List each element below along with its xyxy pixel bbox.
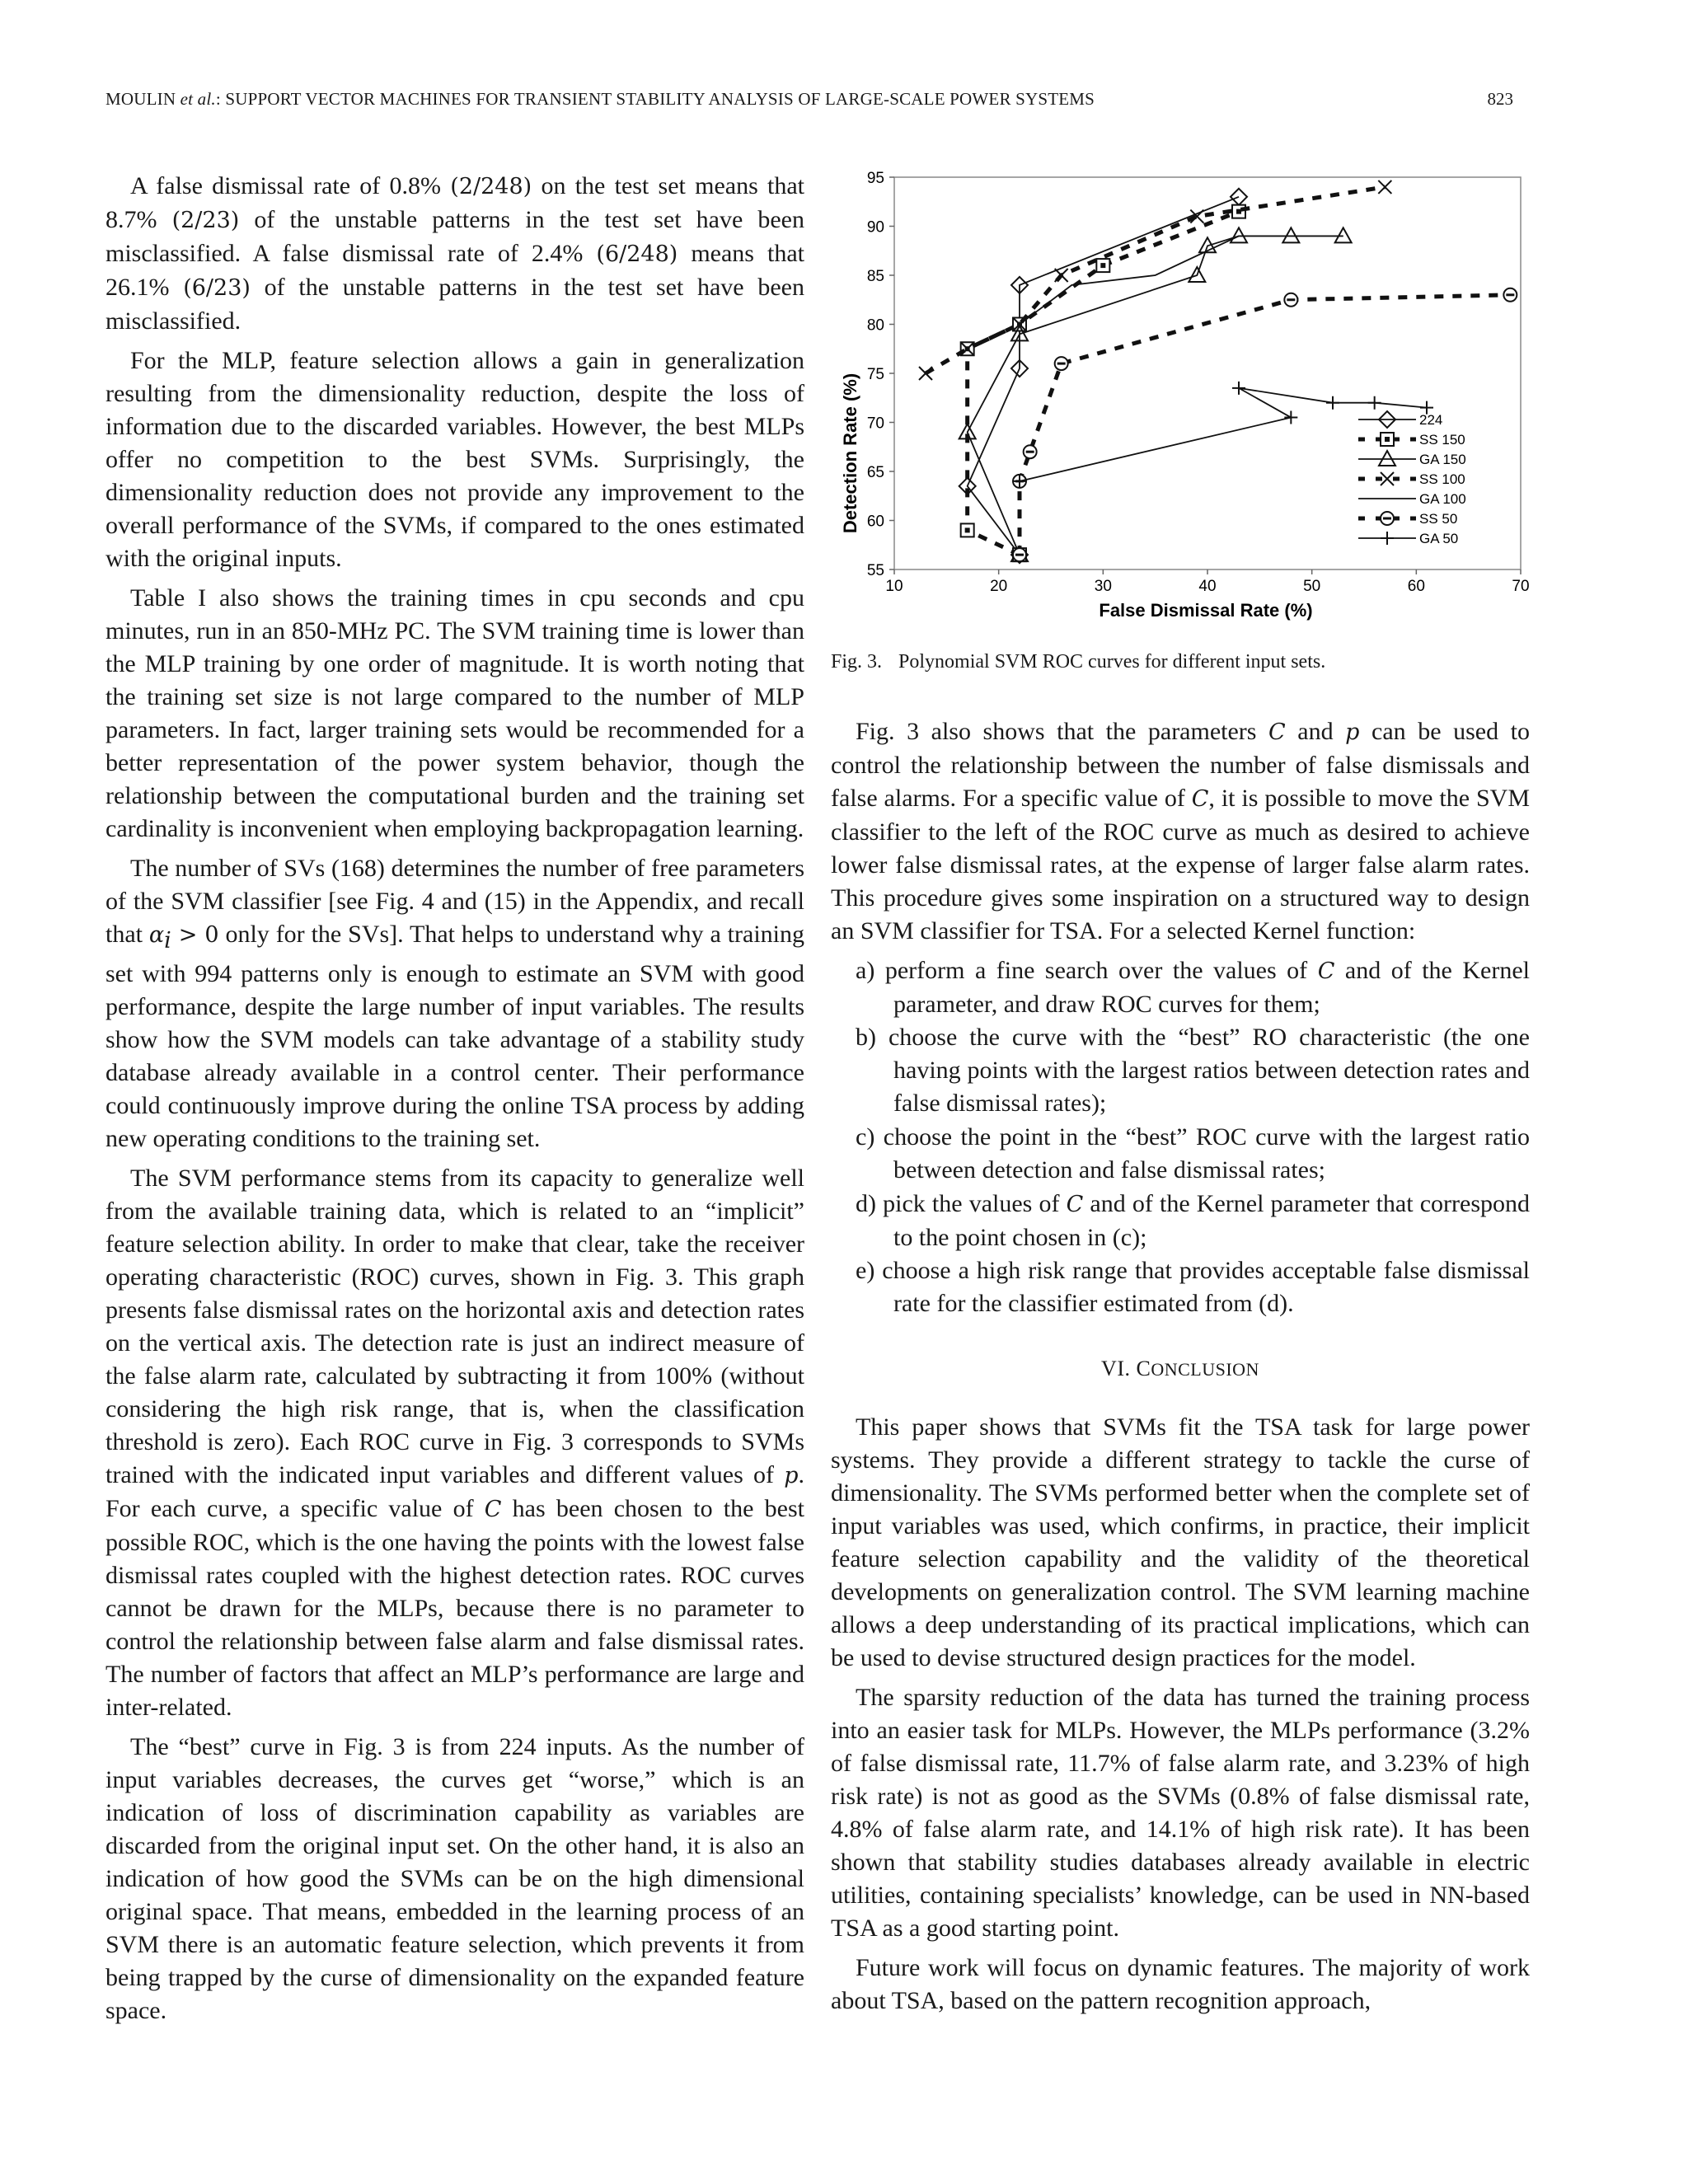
data-point [1232,382,1245,395]
series-ss-100 [919,180,1391,380]
data-point [1503,288,1517,302]
roc-chart-svg [831,161,1530,639]
x-tick-label: 30 [1094,578,1112,595]
y-tick-label: 90 [866,218,884,237]
legend-marker [1381,512,1394,525]
legend-label: GA 150 [1419,452,1466,467]
header-authors: MOULIN [106,89,176,109]
y-tick-label: 55 [866,562,884,579]
legend-entry [1358,451,1466,467]
y-tick-label: 80 [866,316,884,335]
list-item: c) choose the point in the “best” ROC curve with the largest ratio between detection and false dismissal rates; [856,1123,1530,1183]
data-point [1231,227,1247,242]
paragraph: The SVM performance stems from its capacity to generalize well from the available training data, which is related to an “implicit” feature selection ability. In order to make that clear, take the receiver operating characteristic (ROC) curves, shown in Fig. 3. This graph presents false dismissal rates on the horizontal axis and detection rates on the vertical axis. The detection rate is just an indirect measure of the false alarm rate, calculated by subtracting it from 100% (without considering the high risk range, that is, when the classification threshold is zero). Each ROC curve in Fig. 3 corresponds to SVMs trained with the indicated input variables and different values of p. For each curve, a specific value of C has been chosen to the best possible ROC, which is the one having the points with the lowest false dismissal rates coupled with the highest detection rates. ROC curves cannot be drawn for the MLPs, because there is no parameter to control the relationship between false alarm and false dismissal rates. The number of factors that affect an MLP’s performance are large and inter-related. [106,1165,804,1721]
series-line [1020,388,1427,481]
data-point [1024,445,1037,458]
figure-label: Fig. 3. [831,651,883,673]
data-point [1378,180,1391,194]
legend-label: GA 100 [1419,491,1466,507]
x-tick-label: 70 [1512,578,1530,595]
legend-entry [1358,511,1457,527]
paragraph: Table I also shows the training times in cpu seconds and cpu minutes, run in an 850-MHz PC. The SVM training time is lower than the MLP training by one order of magnitude. It is worth noting that the training set size is not large compared to the number of MLP parameters. In fact, larger training sets would be recommended for a better representation of the power system behavior, though the relationship between the computational burden and the training set cardinality is inconvenient when employing backpropagation learning. [106,584,804,842]
figure-caption-text: Polynomial SVM ROC curves for different input sets. [898,651,1326,673]
x-tick-label: 10 [885,578,903,595]
right-column [831,715,1530,2024]
list-item: d) pick the values of C and of the Kernel parameter that correspond to the point chosen in (c); [856,1190,1530,1251]
legend-entry [1358,491,1466,507]
legend-marker [1381,433,1394,446]
legend-label: GA 50 [1419,531,1459,546]
paragraph: Fig. 3 also shows that the parameters C and p can be used to control the relationship between the number of false dismissals and false alarms. For a specific value of C, it is possible to move the SVM classifier to the left of the ROC curve as much as desired to achieve lower false dismissal rates, at the expense of larger false alarm rates. This procedure gives some inspiration on a structured way to design an SVM classifier for TSA. For a selected Kernel function: [831,718,1530,944]
y-tick-label: 75 [866,366,884,383]
legend-label: SS 50 [1419,511,1458,527]
header-etal: et al. [180,89,216,109]
data-point [1096,259,1109,272]
left-column [106,170,804,2034]
legend-label: SS 150 [1419,432,1465,448]
data-point [1013,548,1026,561]
data-point [961,523,974,537]
legend-marker [1381,532,1394,545]
page-number: 823 [1487,89,1513,109]
data-point [1368,396,1381,410]
x-tick-label: 20 [990,578,1008,595]
y-tick-label: 65 [866,464,884,481]
data-point [1282,227,1299,242]
legend-label: SS 100 [1419,471,1465,487]
data-point [1284,411,1297,424]
data-point [1284,293,1297,307]
y-tick-label: 95 [866,170,884,187]
data-point [1055,269,1068,282]
paragraph: The number of SVs (168) determines the number of free parameters of the SVM classifier [see Fig. 4 and (15) in the Appendix, and recall that $\alpha_i > 0$ only for the SVs]. That helps to understand why a training set with 994 patterns only is enough to estimate an SVM with good performance, despite the large number of input variables. The results show how the SVM models can take advantage of a stability study database already available in a control center. Their performance could continuously improve during the online TSA process by adding new operating conditions to the training set. [106,855,804,1152]
data-point [1055,357,1068,370]
data-point [1335,227,1352,242]
x-tick-label: 40 [1198,578,1217,595]
legend-entry [1358,531,1458,546]
section-heading: VI. CONCLUSION [1101,1357,1259,1380]
list-item: a) perform a fine search over the values of C and of the Kernel parameter, and draw ROC curves for them; [856,957,1531,1018]
legend-marker [1379,451,1395,466]
figure-roc-chart [831,161,1530,639]
paragraph: For the MLP, feature selection allows a gain in generalization resulting from the dimensionality reduction, despite the loss of information due to the discarded variables. However, the best MLPs offer no competition to the best SVMs. Surprisingly, the dimensionality reduction does not provide any improvement to the overall performance of the SVMs, if compared to the ones estimated with the original inputs. [106,347,804,572]
y-tick-label: 70 [866,415,884,433]
legend-entry [1358,471,1465,487]
paragraph: The sparsity reduction of the data has turned the training process into an easier task for MLPs. However, the MLPs performance (3.2% of false dismissal rate, 11.7% of false alarm rate, and 3.23% of high risk rate) is not as good as the SVMs (0.8% of false dismissal rate, 4.8% of false alarm rate, and 14.1% of high risk rate). It has been shown that stability studies databases already available in electric utilities, containing specialists’ knowledge, can be used in NN-based TSA as a good starting point. [831,1684,1530,1942]
data-point [919,367,932,380]
paragraph: This paper shows that SVMs fit the TSA task for large power systems. They provide a different strategy to tackle the curse of dimensionality. The SVMs performed better when the complete set of input variables was used, which confirms, in practice, their implicit feature selection capability and the validity of the theoretical developments on generalization control. The SVM learning machine allows a deep understanding of its practical implications, which can be used to devise structured design practices for the model. [831,1413,1530,1671]
series-line [926,187,1385,373]
y-axis-label: Detection Rate (%) [840,373,860,534]
legend-entry [1358,432,1465,448]
legend-label: 224 [1419,412,1443,428]
running-header [106,89,1095,110]
x-tick-label: 60 [1407,578,1425,595]
figure-caption [831,651,1325,673]
legend-marker [1381,472,1394,485]
procedure-list [831,954,1530,1321]
list-item: e) choose a high risk range that provides acceptable false dismissal rate for the classifier estimated from (d). [856,1257,1530,1317]
paragraph: A false dismissal rate of 0.8% (2/248) on the test set means that 8.7% (2/23) of the unstable patterns in the test set have been misclassified. A false dismissal rate of 2.4% (6/248) means that 26.1% (6/23) of the unstable patterns in the test set have been misclassified. [106,172,804,335]
y-tick-label: 85 [866,268,884,285]
data-point [1326,396,1339,410]
header-title: : SUPPORT VECTOR MACHINES FOR TRANSIENT STABILITY ANALYSIS OF LARGE-SCALE POWER SYSTEMS [215,89,1095,109]
y-tick-label: 60 [866,513,884,531]
legend-entry [1358,411,1442,428]
list-item: b) choose the curve with the “best” RO characteristic (the one having points with the largest ratios between detection rates and false dismissal rates); [856,1024,1530,1117]
series-ga-50 [1013,382,1433,488]
data-point [1232,205,1245,218]
paragraph: Future work will focus on dynamic features. The majority of work about TSA, based on the pattern recognition approach, [831,1954,1530,2014]
x-axis-label: False Dismissal Rate (%) [1099,600,1313,621]
x-tick-label: 50 [1303,578,1321,595]
series-line [968,197,1239,555]
paragraph: The “best” curve in Fig. 3 is from 224 inputs. As the number of input variables decreases, the curves get “worse,” which is an indication of loss of discrimination capability as variables are discarded from the original input set. On the other hand, it is also an indication of how good the SVMs can be on the high dimensional original space. That means, embedded in the learning process of an SVM there is an automatic feature selection, which prevents it from being trapped by the curse of dimensionality on the expanded feature space. [106,1733,804,2024]
